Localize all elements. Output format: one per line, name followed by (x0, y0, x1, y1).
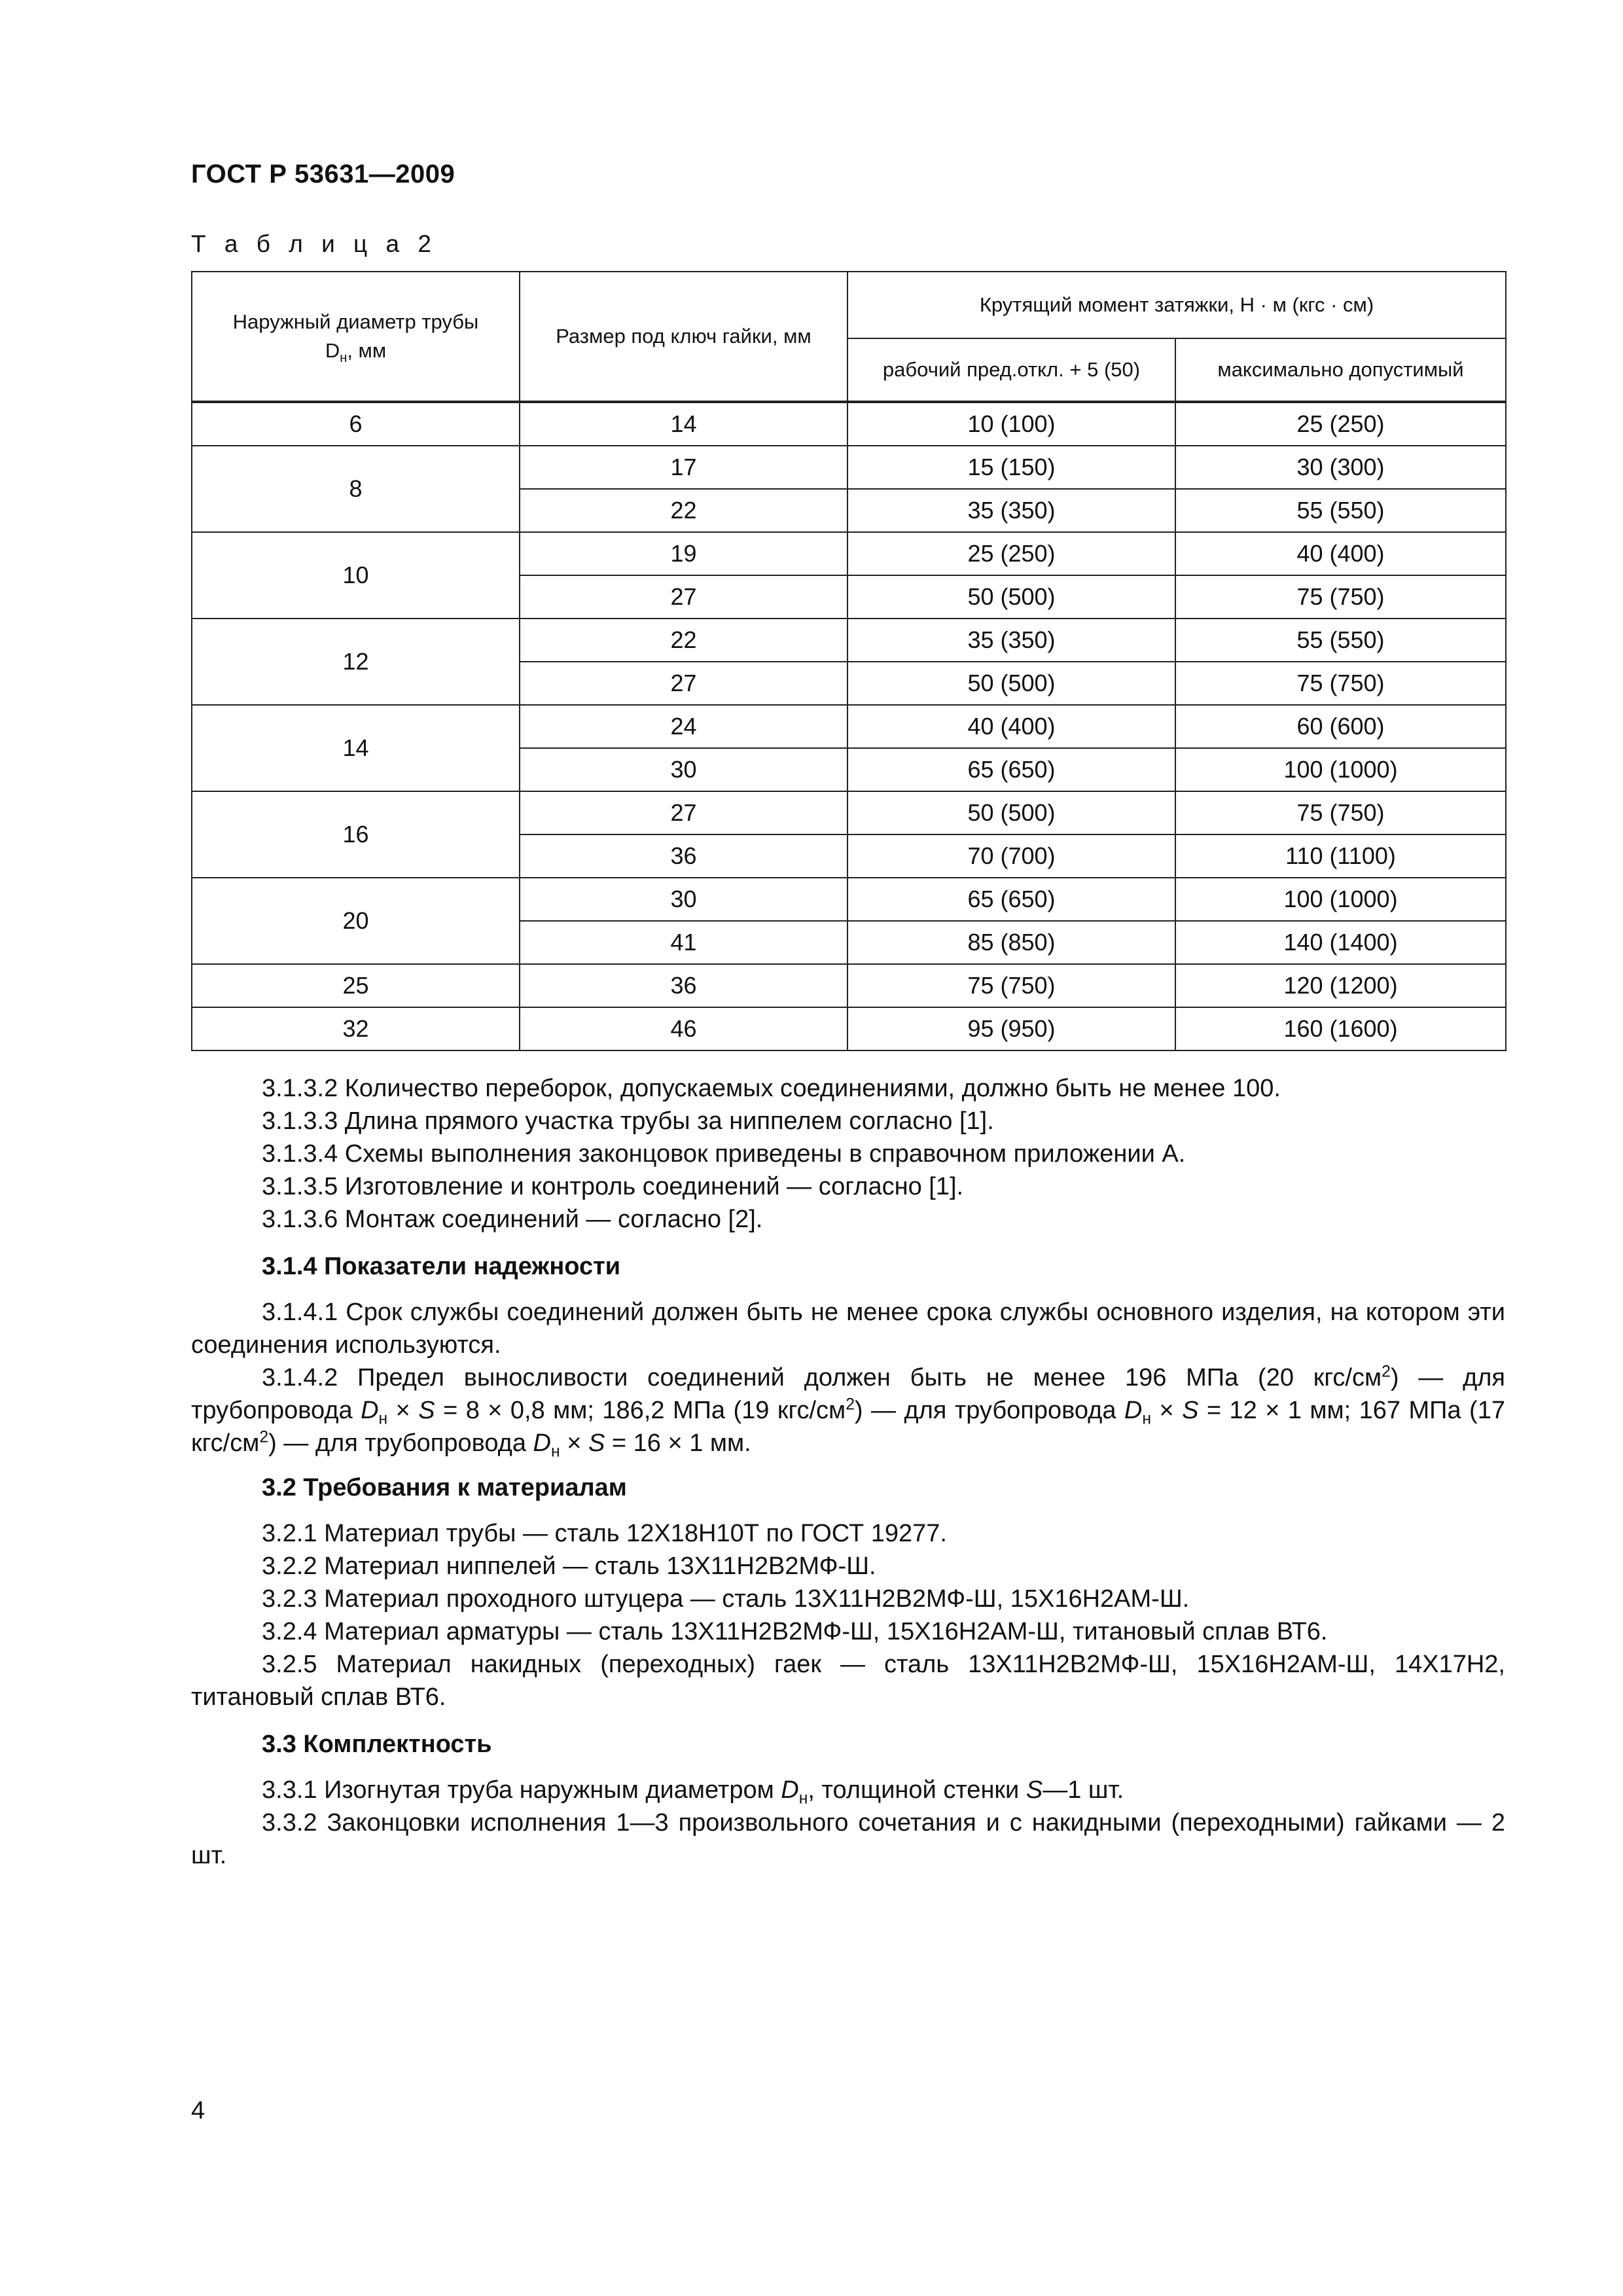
cell-working-torque: 35 (350) (847, 489, 1175, 532)
cell-max-torque: 75 (750) (1175, 575, 1506, 619)
cell-working-torque: 40 (400) (847, 705, 1175, 748)
table-row (192, 619, 1506, 662)
cell-outer-diameter: 14 (192, 705, 520, 791)
cell-max-torque: 75 (750) (1175, 662, 1506, 705)
table-row (192, 1007, 1506, 1050)
cell-wrench-size: 46 (520, 1007, 847, 1050)
table-body (192, 402, 1506, 1050)
cell-wrench-size: 17 (520, 446, 847, 489)
cell-working-torque: 95 (950) (847, 1007, 1175, 1050)
cell-wrench-size: 36 (520, 964, 847, 1007)
cell-outer-diameter: 12 (192, 619, 520, 705)
cell-max-torque: 140 (1400) (1175, 921, 1506, 964)
header-outer-diameter: Наружный диаметр трубы $D_н$, мм (192, 272, 520, 402)
cell-max-torque: 40 (400) (1175, 532, 1506, 575)
header-torque-group: Крутящий момент затяжки, Н · м (кгс · см) (847, 272, 1506, 338)
cell-working-torque: 35 (350) (847, 619, 1175, 662)
cell-working-torque: 65 (650) (847, 748, 1175, 791)
heading-3-2: 3.2 Требования к материалам (262, 1474, 627, 1501)
cell-max-torque: 120 (1200) (1175, 964, 1506, 1007)
cell-wrench-size: 14 (520, 402, 847, 446)
cell-outer-diameter: 25 (192, 964, 520, 1007)
paragraph-3-1-4-1: 3.1.4.1 Срок службы соединений должен быть не менее срока службы основного изделия, на котором эти соединения используются. (191, 1299, 1505, 1359)
cell-wrench-size: 22 (520, 489, 847, 532)
paragraph-3-2-2: 3.2.2 Материал ниппелей — сталь 13Х11Н2В2МФ-Ш. (262, 1552, 876, 1580)
cell-outer-diameter: 6 (192, 402, 520, 446)
header-max-torque: максимально допустимый (1175, 338, 1506, 402)
table-row (192, 878, 1506, 921)
cell-wrench-size: 30 (520, 878, 847, 921)
cell-wrench-size: 19 (520, 532, 847, 575)
cell-outer-diameter: 20 (192, 878, 520, 964)
cell-outer-diameter: 8 (192, 446, 520, 532)
cell-wrench-size: 27 (520, 791, 847, 834)
paragraph-3-1-3-5: 3.1.3.5 Изготовление и контроль соединений — согласно [1]. (262, 1173, 964, 1200)
cell-outer-diameter: 10 (192, 532, 520, 619)
table-row (192, 964, 1506, 1007)
paragraph-3-3-2: 3.3.2 Законцовки исполнения 1—3 произвольного сочетания и с накидными (переходными) гайками — 2 шт. (191, 1809, 1505, 1869)
paragraph-3-1-4-2: 3.1.4.2 Предел выносливости соединений должен быть не менее 196 МПа (20 кгс/$см^2$) — для трубопровода $D_н \times S = 8 \times 0,8$ мм; 186,2 МПа (19 кгс/$см^2$) — для трубопровода $D_н \times S = 12 \times 1$ мм; 167 МПа (17 кгс/$см^2$) — для трубопровода $D_н \times S = 16 \times 1$ мм. (191, 1363, 1505, 1461)
cell-max-torque: 60 (600) (1175, 705, 1506, 748)
paragraph-3-1-3-6: 3.1.3.6 Монтаж соединений — согласно [2]. (262, 1206, 763, 1233)
cell-max-torque: 25 (250) (1175, 402, 1506, 446)
paragraph-3-1-3-4: 3.1.3.4 Схемы выполнения законцовок приведены в справочном приложении А. (262, 1140, 1186, 1168)
cell-max-torque: 55 (550) (1175, 489, 1506, 532)
header-working-torque: рабочий пред.откл. + 5 (50) (847, 338, 1175, 402)
header-wrench-size: Размер под ключ гайки, мм (520, 272, 847, 402)
cell-max-torque: 30 (300) (1175, 446, 1506, 489)
paragraph-3-2-4: 3.2.4 Материал арматуры — сталь 13Х11Н2В2МФ-Ш, 15Х16Н2АМ-Ш, титановый сплав ВТ6. (262, 1618, 1328, 1645)
cell-wrench-size: 27 (520, 575, 847, 619)
cell-wrench-size: 27 (520, 662, 847, 705)
cell-working-torque: 10 (100) (847, 402, 1175, 446)
cell-wrench-size: 41 (520, 921, 847, 964)
table-row (192, 791, 1506, 834)
cell-max-torque: 100 (1000) (1175, 878, 1506, 921)
cell-wrench-size: 36 (520, 834, 847, 878)
cell-working-torque: 50 (500) (847, 575, 1175, 619)
cell-max-torque: 75 (750) (1175, 791, 1506, 834)
table-row (192, 705, 1506, 748)
cell-working-torque: 65 (650) (847, 878, 1175, 921)
heading-3-3: 3.3 Комплектность (262, 1731, 492, 1758)
paragraph-3-1-3-3: 3.1.3.3 Длина прямого участка трубы за ниппелем согласно [1]. (262, 1107, 994, 1135)
cell-working-torque: 15 (150) (847, 446, 1175, 489)
cell-max-torque: 110 (1100) (1175, 834, 1506, 878)
cell-wrench-size: 30 (520, 748, 847, 791)
table-row (192, 446, 1506, 489)
cell-working-torque: 50 (500) (847, 791, 1175, 834)
cell-outer-diameter: 16 (192, 791, 520, 878)
torque-table (191, 271, 1507, 1051)
cell-working-torque: 25 (250) (847, 532, 1175, 575)
heading-3-1-4: 3.1.4 Показатели надежности (262, 1253, 621, 1280)
paragraph-3-2-5: 3.2.5 Материал накидных (переходных) гаек — сталь 13Х11Н2В2МФ-Ш, 15Х16Н2АМ-Ш, 14Х17Н2, титановый сплав ВТ6. (191, 1651, 1505, 1711)
table-row (192, 402, 1506, 446)
cell-working-torque: 85 (850) (847, 921, 1175, 964)
cell-max-torque: 100 (1000) (1175, 748, 1506, 791)
paragraph-3-1-3-2: 3.1.3.2 Количество переборок, допускаемых соединениями, должно быть не менее 100. (262, 1075, 1281, 1102)
cell-outer-diameter: 32 (192, 1007, 520, 1050)
page-number: 4 (191, 2097, 205, 2125)
cell-working-torque: 50 (500) (847, 662, 1175, 705)
cell-wrench-size: 24 (520, 705, 847, 748)
paragraph-3-2-3: 3.2.3 Материал проходного штуцера — сталь 13Х11Н2В2МФ-Ш, 15Х16Н2АМ-Ш. (262, 1585, 1190, 1613)
cell-max-torque: 55 (550) (1175, 619, 1506, 662)
table-caption: Т а б л и ц а 2 (191, 230, 437, 257)
cell-max-torque: 160 (1600) (1175, 1007, 1506, 1050)
cell-wrench-size: 22 (520, 619, 847, 662)
table-row (192, 532, 1506, 575)
cell-working-torque: 75 (750) (847, 964, 1175, 1007)
paragraph-3-2-1: 3.2.1 Материал трубы — сталь 12Х18Н10Т по ГОСТ 19277. (262, 1520, 947, 1547)
document-header: ГОСТ Р 53631—2009 (191, 160, 455, 188)
cell-working-torque: 70 (700) (847, 834, 1175, 878)
paragraph-3-3-1: 3.3.1 Изогнутая труба наружным диаметром $D_н$, толщиной стенки S—1 шт. (262, 1776, 1124, 1808)
